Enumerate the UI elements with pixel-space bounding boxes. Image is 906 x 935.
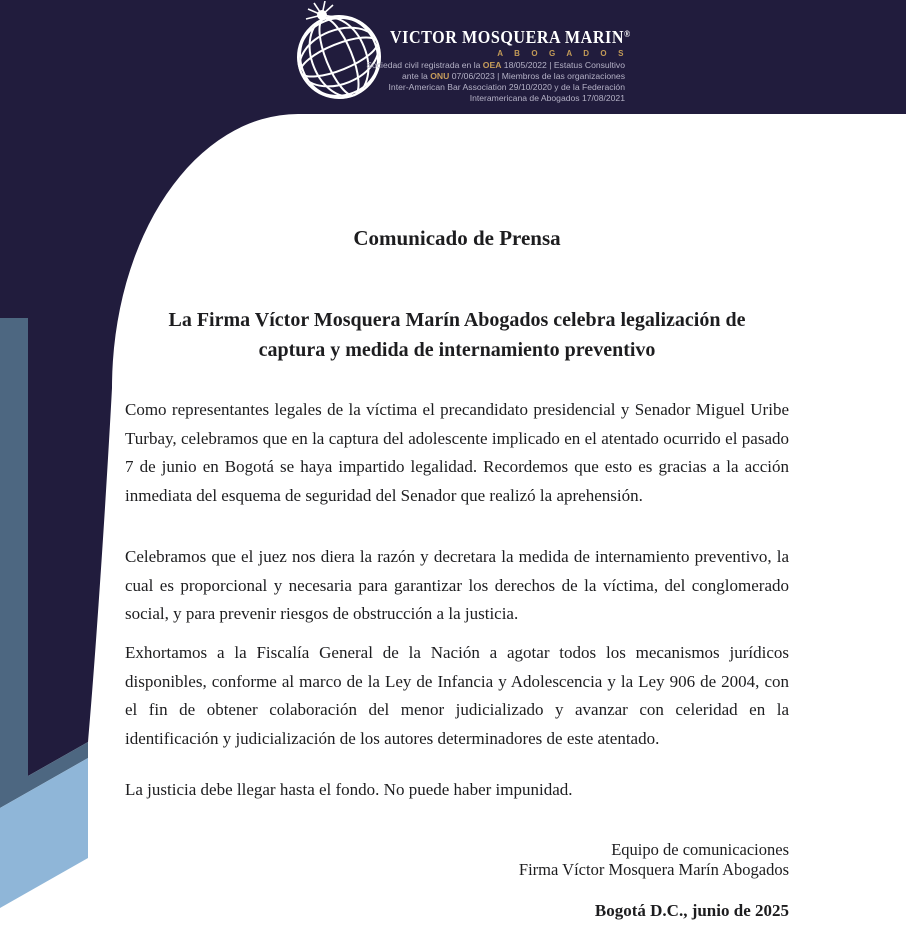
signoff-team: Equipo de comunicaciones	[611, 840, 789, 859]
document-title: Comunicado de Prensa	[353, 226, 561, 250]
reg1-bold: OEA	[482, 60, 502, 70]
brand-name-text: VICTOR MOSQUERA MARIN	[390, 27, 625, 47]
dateline: Bogotá D.C., junio de 2025	[594, 901, 789, 920]
paragraph-fiscalia: Exhortamos a la Fiscalía General de la Nación a agotar todos los mecanismos jurídicos disponibles, conforme al marco de la Ley de Infancia y Adolescencia y la Ley 906 de 2004, con el fin de obtener colaboración del menor judicializado y avanzar con celeridad en la identificación y judicialización de los autores determinadores de este atentado.	[125, 643, 789, 748]
heading-line-2: captura y medida de internamiento preventivo	[258, 339, 656, 361]
reg2-bold: ONU	[430, 70, 450, 81]
registration-line-4: Interamericana de Abogados 17/08/2021	[469, 92, 625, 103]
paragraph-justice: La justicia debe llegar hasta el fondo. No puede haber impunidad.	[125, 780, 573, 799]
heading-line-1: La Firma Víctor Mosquera Marín Abogados celebra legalización de	[168, 309, 746, 331]
signoff-block	[125, 840, 789, 880]
reg2-post: 07/06/2023 | Miembros de las organizaciones	[449, 70, 625, 81]
reg2-pre: ante la	[402, 70, 431, 81]
signoff-firm: Firma Víctor Mosquera Marín Abogados	[518, 860, 789, 879]
registration-line-3: Inter-American Bar Association 29/10/2020 y de la Federación	[388, 81, 625, 92]
reg1-post: 18/05/2022 | Estatus Consultivo	[501, 60, 625, 70]
registered-mark: ®	[624, 29, 631, 39]
brand-subtitle: A B O G A D O S	[497, 49, 628, 58]
document-heading	[125, 305, 789, 365]
reg1-pre: Sociedad civil registrada en la	[366, 60, 483, 70]
paragraph-capture: Como representantes legales de la víctima el precandidato presidencial y Senador Miguel Uribe Turbay, celebramos que en la captura del adolescente implicado en el atentado ocurrido el pasado 7 de junio en Bogotá se haya impartido legalidad. Recordemos que esto es gracias a la acción inmediata del esquema de seguridad del Senador que realizó la aprehensión.	[125, 400, 789, 505]
paragraph-judge-ruling: Celebramos que el juez nos diera la razón y decretara la medida de internamiento preventivo, la cual es proporcional y necesaria para garantizar los derechos de la víctima, del conglomerado social, y para prevenir riesgos de obstrucción a la justicia.	[125, 547, 789, 624]
document-content	[125, 0, 789, 935]
